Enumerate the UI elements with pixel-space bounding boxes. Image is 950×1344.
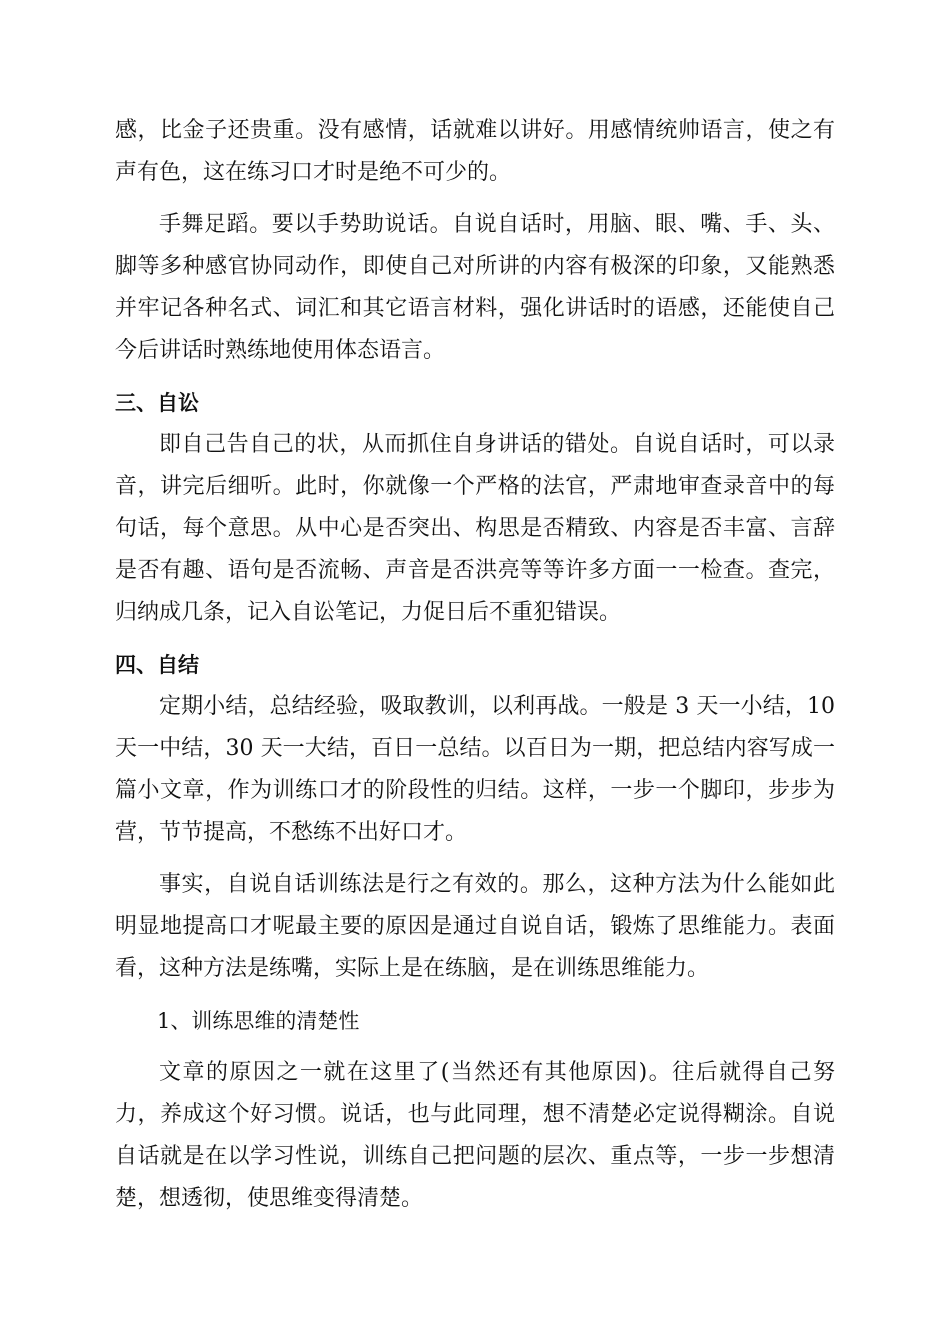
paragraph-self-review: 即自己告自己的状，从而抓住自身讲话的错处。自说自话时，可以录音，讲完后细听。此时，你就像一个严格的法官，严肃地审查录音中的每句话，每个意思。从中心是否突出、构思是否精致、内容是否丰富、言辞是否有趣、语句是否流畅、声音是否洪亮等等许多方面一一检查。查完，归纳成几条，记入自讼笔记，力促日后不重犯错误。 [115,432,835,625]
section-heading-self-review: 三、自讼 [115,391,199,415]
paragraph-effectiveness: 事实，自说自话训练法是行之有效的。那么，这种方法为什么能如此明显地提高口才呢最主要的原因是通过自说自话，锻炼了思维能力。表面看，这种方法是练嘴，实际上是在练脑，是在训练思维能力。 [115,872,835,981]
paragraph-clarity: 文章的原因之一就在这里了(当然还有其他原因)。往后就得自己努力，养成这个好习惯。说话，也与此同理，想不清楚必定说得糊涂。自说自话就是在以学习性说，训练自己把问题的层次、重点等，一步一步想清楚，想透彻，使思维变得清楚。 [115,1060,835,1211]
section-heading-self-summary: 四、自结 [115,653,199,677]
document-page [115,110,835,1220]
paragraph-self-summary: 定期小结，总结经验，吸取教训，以利再战。一般是 3 天一小结，10 天一中结，30 天一大结，百日一总结。以百日为一期，把总结内容写成一篇小文章，作为训练口才的阶段性的归结。这样，一步一个脚印，步步为营，节节提高，不愁练不出好口才。 [115,694,835,845]
subheading-clarity: 1、训练思维的清楚性 [157,1009,360,1033]
paragraph-gestures: 手舞足蹈。要以手势助说话。自说自话时，用脑、眼、嘴、手、头、脚等多种感官协同动作，即使自己对所讲的内容有极深的印象，又能熟悉并牢记各种名式、词汇和其它语言材料，强化讲话时的语感，还能使自己今后讲话时熟练地使用体态语言。 [115,212,835,363]
paragraph-emotion: 感，比金子还贵重。没有感情，话就难以讲好。用感情统帅语言，使之有声有色，这在练习口才时是绝不可少的。 [115,118,835,185]
